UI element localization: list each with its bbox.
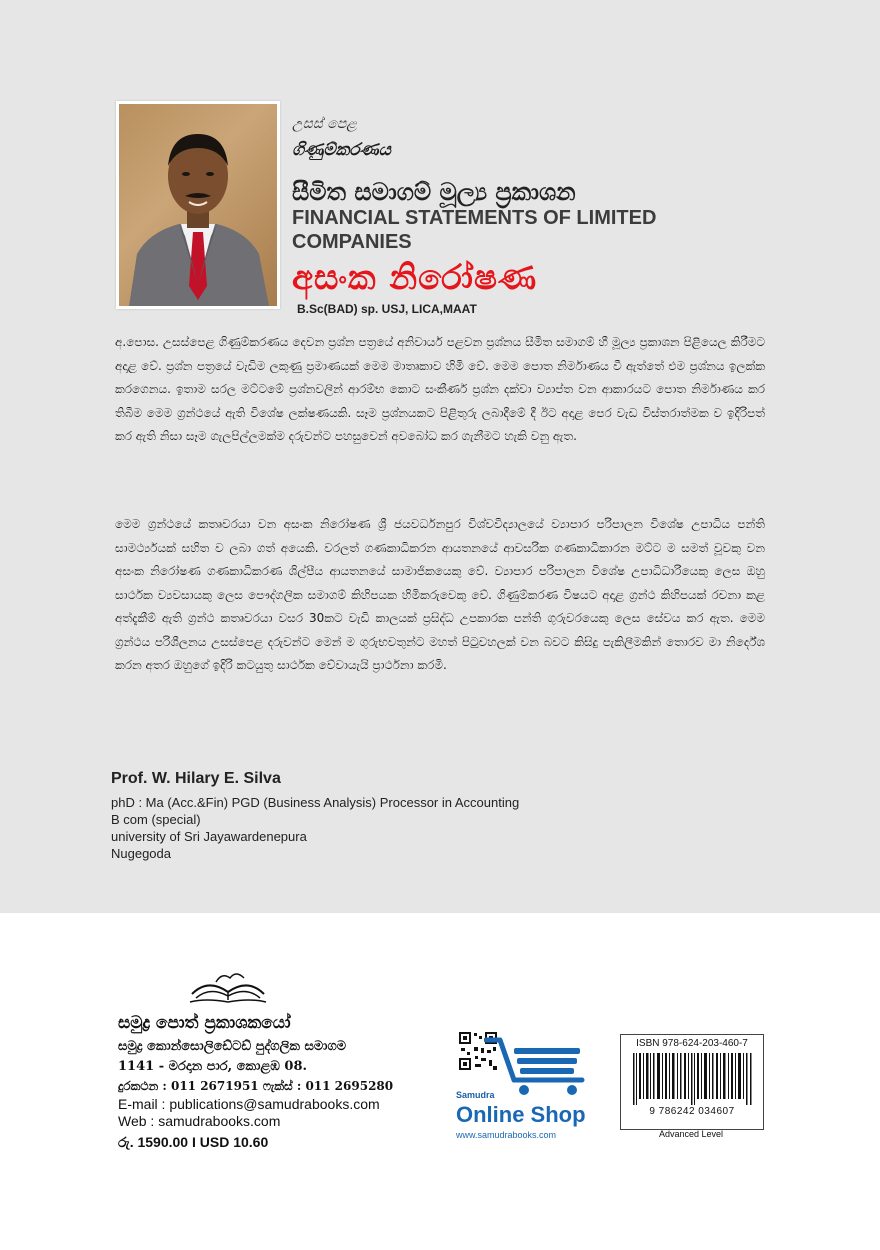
endorser-city: Nugegoda [111,846,171,861]
endorser-bcom: B com (special) [111,812,201,827]
publisher-company: සමුද්‍ර කොන්සොලිඩේටඩ් පුද්ගලික සමාගම [118,1039,347,1054]
barcode-icon [633,1053,753,1105]
shop-label: Online Shop [456,1102,586,1127]
description-paragraph-2: මෙම ග්‍රන්ථයේ කතෘවරයා වන අසංක නිරෝෂණ ශ්‍රී ජයවර්ධනපුර විශ්වවිද්‍යාලයේ ව්‍යාපාර පරිපාලන විශේෂ උපාධිය පන්ති සාමර්ථ්‍යයක් සහිත ව ලබා ගත් අයෙකි. වරලත් ගණකාධිකරන ආයතනයේ ආවසරික ගණකාධිකාරන මට්ට ම සමත් වූවකු වන අසංක නිරෝෂණ ගණකාධිකරණ ශිල්පීය ආයතනයේ සාමාජිකයෙකු වේ. ව්‍යාපාර පරිපාලන විශේෂ උපාධිධාරියෙකු ලෙස ඔහු සාර්ථක ව්‍යවසායකු ලෙස පෞද්ගලික සමාගම් කිහිපයක හිමිකරුවෙකු වේ. ගිණුම්කරණ විෂයට අදාළ ග්‍රන්ථ කිහිපයක් රචනා කළ අත්දැකීම් ඇති ග්‍රන්ථ කතෘවරයා වසර 30කට වැඩි කාලයක් ප්‍රසිද්ධ උපකාරක පන්ති ගුරුවරයෙකු ලෙස සේවය කර ඇත. මෙම ග්‍රන්ථය පරිශීලනය උසස්පෙළ දරුවන්ට මෙන් ම ගුරුභවතුන්ට මහත් පිටුවහලක් වන බවට කිසිදු පැකිලීමකින් තොරව මා නිර්දේශ කරන අතර ඔහුගේ ඉදිරි කටයුතු සාර්ථක වේවායැයි ප්‍රාර්ථනා කරමි. [115,517,765,672]
publisher-web: Web : samudrabooks.com [118,1113,281,1129]
author-portrait-icon [119,104,277,306]
publisher-address: 1141 - මරදාන පාර, කොළඹ 08. [118,1059,308,1074]
publisher-book-logo-icon [186,968,270,1008]
shop-brand: Samudra [456,1090,495,1100]
barcode-digits: 9 786242 034607 [649,1106,735,1117]
isbn-number: ISBN 978-624-203-460-7 [636,1038,748,1049]
subtitle-level: උසස් පෙළ [292,116,357,132]
endorser-name: Prof. W. Hilary E. Silva [111,770,281,787]
book-price: රු. 1590.00 I USD 10.60 [118,1134,269,1150]
author-photo [116,101,280,309]
description-paragraph-1: අ.පොස. උසස්පෙළ ගිණුම්කරණය දෙවන ප්‍රශ්න පත්‍රයේ අනිවාර්ය පළවන ප්‍රශ්නය සීමිත සමාගම් හී මූල්‍ය ප්‍රකාශන පිළියෙල කිරීමට අදාළ වේ. ප්‍රශ්න පත්‍රයේ වැඩිම ලකුණු ප්‍රමාණයක් මෙම මාතෘකාව හිමි වේ. මෙම පොත නිර්මාණය වී ඇත්තේ එම ප්‍රශ්නය ඉලක්ක කරගෙනය. ඉතාම සරල මට්ටමේ ප්‍රශ්නවලින් ආරම්භ කොට සංකීර්ණ ප්‍රශ්න දක්වා ව්‍යාප්ත වන ආකාරයට පොත නිර්මාණය කර තිබීම මෙම ග්‍රන්ථයේ ඇති විශේෂ ලක්ෂණයකි. සෑම ප්‍රශ්නයකට පිළිතුරු ලබාදීමේ දී ඊට අදාළ පෙර වැඩ විස්තරාත්මක ව ඉදිරිපත් කර ඇති නිසා සෑම ගැලපිල්ලමක්ම දරුවන්ට පහසුවෙන් අවබෝධ කර ගැනීමට හැකි වනු ඇත. [115,335,765,443]
subtitle-subject: ගිණුම්කරණය [292,140,391,160]
isbn-barcode-box [620,1034,764,1130]
publisher-email: E-mail : publications@samudrabooks.com [118,1096,380,1112]
endorser-degrees: phD : Ma (Acc.&Fin) PGD (Business Analysis) Processor in Accounting [111,795,520,810]
author-qualifications: B.Sc(BAD) sp. USJ, LICA,MAAT [297,302,477,316]
publisher-name: සමුද්‍ර පොත් ප්‍රකාශකයෝ [118,1013,291,1033]
author-name: අසංක නිරෝෂණ [292,258,538,298]
title-sinhala: සීමිත සමාගම් මූල්‍ය ප්‍රකාශන [292,177,576,206]
advanced-level-label: Advanced Level [658,1129,724,1139]
title-english: FINANCIAL STATEMENTS OF LIMITED COMPANIES [292,207,657,253]
shop-url: www.samudrabooks.com [456,1130,557,1140]
shopping-cart-icon [484,1034,594,1096]
publisher-phone: දුරකථන : 011 2671951 ෆැක්ස් : 011 2695280 [118,1079,394,1093]
endorser-university: university of Sri Jayawardenepura [111,829,307,844]
online-shop-badge [452,1030,602,1140]
